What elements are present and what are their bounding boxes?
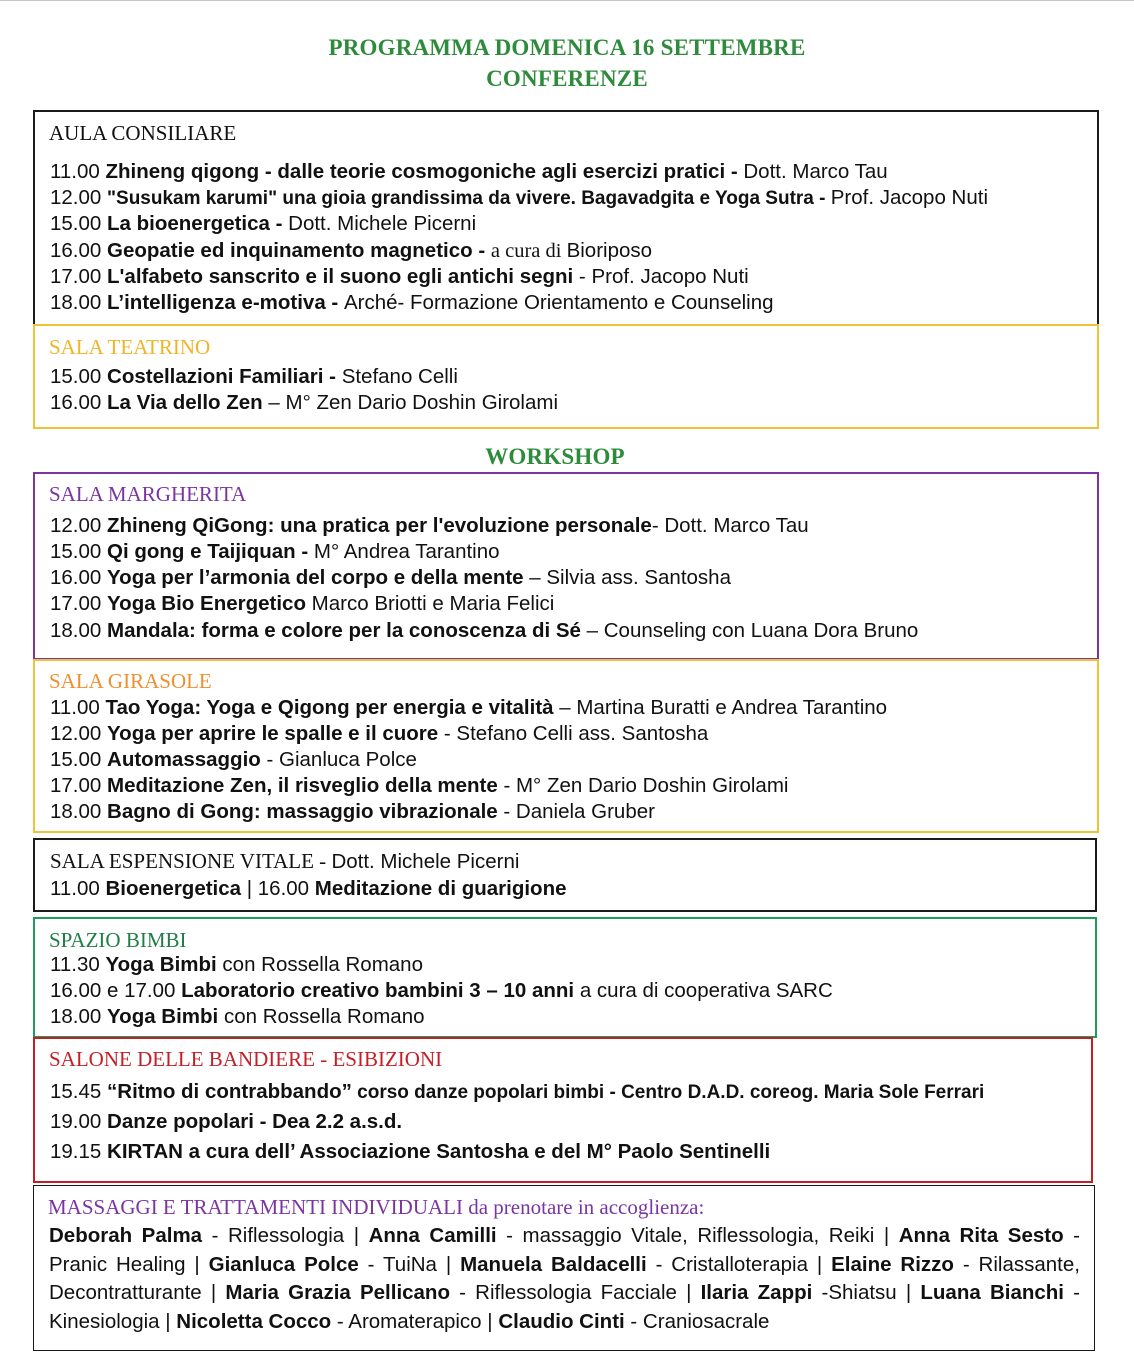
item-host: corso danze popolari bimbi - Centro D.A.D. coreog. Maria Sole Ferrari [351, 1082, 985, 1103]
list-item [50, 159, 888, 185]
item-time: 15.45 [50, 1080, 102, 1103]
sala-espensione-box [33, 838, 1097, 912]
section-heading-workshop: WORKSHOP [485, 444, 625, 469]
item-host: Marco Briotti e Maria Felici [305, 592, 555, 615]
item-time: 11.00 [50, 696, 100, 719]
item-note: a cura di [490, 240, 567, 262]
item-host: – Silvia ass. Santosha [523, 566, 731, 589]
massaggi-title: MASSAGGI E TRATTAMENTI INDIVIDUALI da prenotare in accoglienza: [48, 1195, 705, 1219]
item-event: Yoga per l’armonia del corpo e della mente [107, 566, 524, 589]
aula-consiliare-title: AULA CONSILIARE [49, 121, 237, 145]
item-time: 18.00 [50, 1005, 102, 1028]
sala-espensione-title: SALA ESPENSIONE VITALE - [50, 849, 332, 873]
item-event: L'alfabeto sanscrito e il suono egli antichi segni [107, 265, 574, 288]
sala-teatrino-title: SALA TEATRINO [49, 335, 211, 359]
item-time: 15.00 [50, 540, 102, 563]
item-host: M° Andrea Tarantino [313, 540, 500, 563]
item-host: – Counseling con Luana Dora Bruno [580, 619, 919, 642]
item-event: La bioenergetica - [107, 212, 289, 235]
practitioner-treatment: - Riflessologia | [202, 1224, 369, 1247]
item-event: Yoga Bio Energetico [107, 592, 306, 615]
item-time: 12.00 [50, 722, 102, 745]
item-event: Danze popolari - Dea 2.2 a.s.d. [107, 1110, 403, 1133]
item-event: Mandala: forma e colore per la conoscenza di Sé [107, 619, 581, 642]
item-event: Meditazione Zen, il risveglio della mente [107, 774, 498, 797]
item-host: - M° Zen Dario Doshin Girolami [497, 774, 789, 797]
item-host: - Stefano Celli ass. Santosha [438, 722, 709, 745]
practitioner-treatment: - Aromaterapico | [331, 1309, 499, 1333]
item-time: 18.00 [50, 800, 102, 823]
practitioner-name: Nicoletta Cocco [176, 1309, 332, 1333]
practitioner-name: Ilaria Zappi [700, 1281, 813, 1304]
massaggi-box [33, 1185, 1095, 1351]
practitioner-treatment: - massaggio Vitale, Riflessologia, Reiki | [496, 1224, 899, 1247]
page-title: PROGRAMMA DOMENICA 16 SETTEMBRE [328, 35, 806, 60]
spazio-bimbi-title: SPAZIO BIMBI [49, 928, 187, 952]
item-event: Zhineng qigong - dalle teorie cosmogoniche agli esercizi pratici - [105, 160, 744, 183]
practitioner-treatment: - Riflessologia Facciale | [449, 1281, 701, 1304]
item-host: - Dott. Marco Tau [651, 514, 809, 537]
practitioner-name: Elaine Rizzo [831, 1252, 954, 1276]
item-time: 15.00 [50, 212, 102, 235]
practitioner-name: Deborah Palma [49, 1224, 203, 1247]
item-event: Geopatie ed inquinamento magnetico - [107, 239, 491, 262]
list-item [50, 290, 774, 316]
aula-consiliare-box [33, 110, 1099, 326]
item-time: 19.00 [50, 1110, 102, 1133]
practitioner-name: Anna Camilli [368, 1224, 497, 1247]
item-event: Laboratorio creativo bambini 3 – 10 anni [181, 979, 575, 1002]
list-item [50, 773, 788, 799]
item-time: 16.00 [257, 877, 310, 900]
practitioner-treatment: - Rilassante, Decontratturante | [49, 1252, 1080, 1304]
list-item [50, 211, 476, 237]
list-item [50, 747, 417, 773]
practitioner-treatment: - TuiNa | [358, 1252, 461, 1276]
list-item [50, 390, 558, 416]
list-item [50, 591, 554, 617]
item-host: - Daniela Gruber [497, 800, 655, 823]
item-event: Qi gong e Taijiquan - [107, 540, 314, 563]
top-rule [0, 0, 1134, 1]
list-item [50, 539, 500, 565]
item-event: La Via dello Zen [107, 391, 263, 414]
list-item [50, 618, 918, 644]
item-time: 19.15 [50, 1140, 102, 1163]
list-item [50, 1079, 984, 1106]
item-time: 15.00 [50, 365, 102, 388]
list-item [50, 185, 988, 212]
practitioner-name: Gianluca Polce [208, 1252, 359, 1276]
sala-girasole-box [33, 659, 1099, 833]
sala-teatrino-box [33, 324, 1099, 429]
list-item [50, 1109, 402, 1135]
practitioner-name: Anna Rita Sesto [898, 1224, 1064, 1247]
practitioner-treatment: -Shiatsu | [812, 1281, 921, 1304]
item-host: Dott. Michele Picerni [288, 212, 477, 235]
list-item [50, 721, 708, 747]
spazio-bimbi-box [33, 917, 1097, 1038]
salone-bandiere-box [33, 1037, 1093, 1183]
practitioner-treatment: - Kinesiologia | [49, 1281, 1080, 1333]
item-event: Meditazione di guarigione [314, 877, 567, 900]
practitioner-name: Manuela Baldacelli [460, 1252, 647, 1276]
item-event: Bioenergetica [105, 877, 242, 900]
list-item [50, 876, 567, 902]
list-item [50, 1139, 770, 1165]
item-time: 12.00 [50, 186, 102, 209]
practitioner-name: Claudio Cinti [498, 1309, 625, 1333]
list-item [50, 364, 458, 390]
item-host: - Prof. Jacopo Nuti [573, 265, 749, 288]
item-time: 17.00 [50, 592, 102, 615]
item-time: 17.00 [50, 774, 102, 797]
list-item [50, 978, 833, 1004]
item-host: a cura di cooperativa SARC [574, 979, 833, 1002]
item-host: Prof. Jacopo Nuti [830, 186, 988, 209]
item-time: 18.00 [50, 291, 102, 314]
massaggi-list [49, 1222, 1080, 1336]
item-event: Yoga Bimbi [105, 953, 217, 976]
item-time: 16.00 [50, 566, 102, 589]
item-host: Arché- Formazione Orientamento e Counseling [343, 291, 774, 314]
item-time: 15.00 [50, 748, 102, 771]
item-time: 16.00 e 17.00 [50, 979, 176, 1002]
item-host: Dott. Michele Picerni [331, 850, 520, 873]
item-time: 12.00 [50, 514, 102, 537]
item-host: - Gianluca Polce [260, 748, 417, 771]
list-item [50, 565, 731, 591]
item-time: 18.00 [50, 619, 102, 642]
list-item [50, 513, 809, 539]
item-event: Tao Yoga: Yoga e Qigong per energia e vitalità [105, 696, 554, 719]
section-heading-conferenze: CONFERENZE [486, 66, 648, 91]
item-event: “Ritmo di contrabbando” [107, 1080, 352, 1103]
item-host: con Rossella Romano [218, 1005, 425, 1028]
item-time: 11.00 [50, 160, 100, 183]
item-event: Costellazioni Familiari - [107, 365, 342, 388]
practitioner-treatment: - Pranic Healing | [49, 1224, 1080, 1276]
item-time: 16.00 [50, 239, 102, 262]
list-item [50, 1004, 425, 1030]
salone-bandiere-title: SALONE DELLE BANDIERE - ESIBIZIONI [49, 1047, 443, 1071]
item-time: 11.30 [50, 953, 100, 976]
item-event: Zhineng QiGong: una pratica per l'evoluzione personale [107, 514, 652, 537]
sala-espensione-header [50, 848, 519, 875]
item-event: KIRTAN a cura dell’ Associazione Santosha e del M° Paolo Sentinelli [107, 1140, 771, 1163]
item-event: "Susukam karumi" una gioia grandissima da vivere. Bagavadgita e Yoga Sutra - [107, 188, 831, 209]
sala-girasole-title: SALA GIRASOLE [49, 669, 212, 693]
item-host: con Rossella Romano [216, 953, 423, 976]
item-host: Dott. Marco Tau [743, 160, 888, 183]
item-time: 16.00 [50, 391, 102, 414]
item-event: Yoga Bimbi [107, 1005, 219, 1028]
practitioner-treatment: - Cristalloterapia | [646, 1252, 832, 1276]
list-item [50, 799, 655, 825]
item-host: Stefano Celli [341, 365, 458, 388]
list-item [50, 695, 887, 721]
practitioner-treatment: - Craniosacrale [624, 1309, 770, 1333]
item-event: Yoga per aprire le spalle e il cuore [107, 722, 439, 745]
item-host: – Martina Buratti e Andrea Tarantino [553, 696, 888, 719]
item-event: Automassaggio [107, 748, 261, 771]
item-event: L’intelligenza e-motiva - [107, 291, 344, 314]
practitioner-name: Maria Grazia Pellicano [225, 1281, 450, 1304]
item-time: 11.00 [50, 877, 100, 900]
practitioner-name: Luana Bianchi [920, 1281, 1064, 1304]
item-host: Bioriposo [566, 239, 653, 262]
list-item [50, 264, 749, 290]
separator: | [241, 877, 258, 900]
sala-margherita-title: SALA MARGHERITA [49, 482, 247, 506]
list-item [50, 238, 652, 264]
list-item [50, 952, 423, 978]
sala-margherita-box [33, 472, 1099, 660]
item-host: – M° Zen Dario Doshin Girolami [262, 391, 559, 414]
item-event: Bagno di Gong: massaggio vibrazionale [107, 800, 498, 823]
item-time: 17.00 [50, 265, 102, 288]
